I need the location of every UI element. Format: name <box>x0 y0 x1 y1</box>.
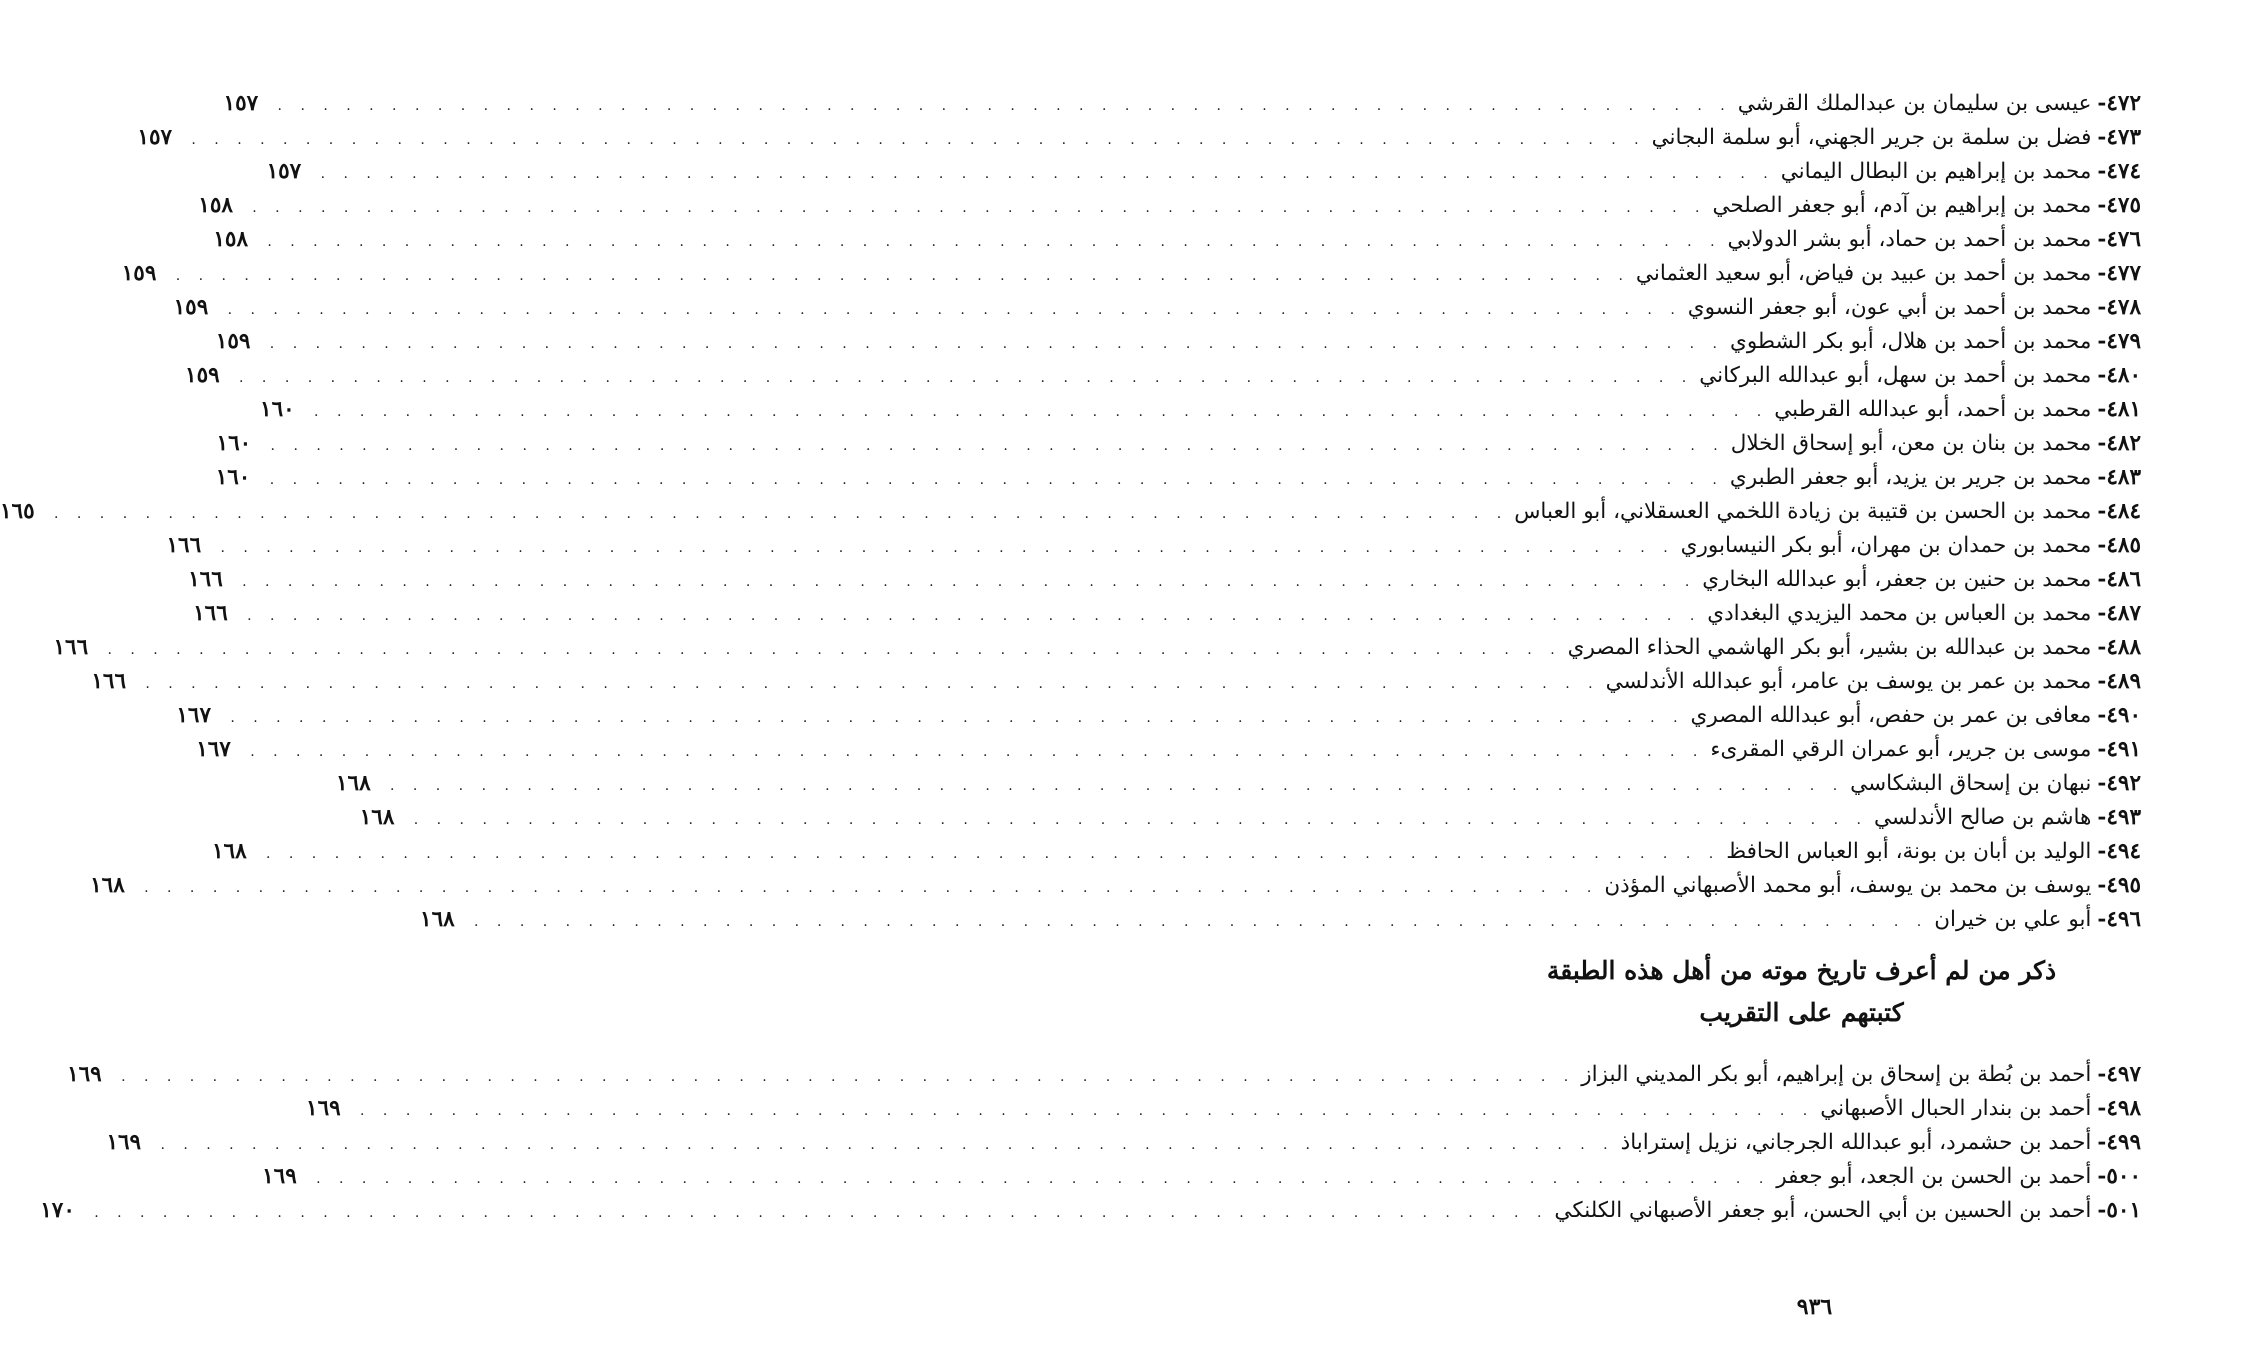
toc-row <box>215 461 2141 495</box>
entry-title: محمد بن العباس بن محمد اليزيدي البغدادي <box>1707 601 2092 626</box>
entry-title: محمد بن بنان بن معن، أبو إسحاق الخلال <box>1730 431 2092 456</box>
entry-title: فضل بن سلمة بن جرير الجهني، أبو سلمة البجاني <box>1651 125 2092 150</box>
entry-page-ref: ١٦٨ <box>90 873 125 898</box>
entry-title: أبو علي بن خيران <box>1934 907 2092 932</box>
entry-title: محمد بن أحمد بن حماد، أبو بشر الدولابي <box>1727 227 2092 252</box>
entry-page-ref: ١٦٠ <box>260 397 295 422</box>
dot-leader <box>250 735 1704 769</box>
dot-leader <box>474 905 1928 939</box>
entry-page-ref: ١٦٧ <box>196 737 231 762</box>
entry-page-ref: ١٦٩ <box>106 1130 142 1155</box>
entry-number: ٤٧٥- <box>2097 193 2141 218</box>
toc-row <box>213 223 2141 257</box>
entry-title: محمد بن عبدالله بن بشير، أبو بكر الهاشمي الحذاء المصري <box>1567 635 2092 660</box>
dot-leader <box>191 123 1645 157</box>
dot-leader <box>252 191 1706 225</box>
entry-title: محمد بن حنين بن جعفر، أبو عبدالله البخاري <box>1702 567 2092 592</box>
entry-title: أحمد بن الحسين بن أبي الحسن، أبو جعفر الأصبهاني الكلنكي <box>1554 1198 2092 1223</box>
entry-title: أحمد بن بُطة بن إسحاق بن إبراهيم، أبو بكر المديني البزاز <box>1581 1062 2092 1087</box>
entry-number: ٤٩٧- <box>2097 1062 2141 1087</box>
entry-number: ٤٩٨- <box>2097 1096 2141 1121</box>
toc-row <box>40 1194 2141 1228</box>
entry-title: محمد بن إبراهيم بن آدم، أبو جعفر الصلحي <box>1712 193 2092 218</box>
entry-page-ref: ١٦٩ <box>306 1096 341 1121</box>
dot-leader <box>242 565 1696 599</box>
toc-row <box>420 903 2141 937</box>
entry-number: ٤٧٩- <box>2097 329 2141 354</box>
toc-row <box>173 291 2141 325</box>
section-heading-line-2: كتبتهم على التقريب <box>1699 998 1904 1027</box>
entry-page-ref: ١٧٠ <box>40 1198 75 1223</box>
dot-leader <box>414 803 1868 837</box>
toc-row <box>0 495 2141 529</box>
dot-leader <box>267 225 1721 259</box>
toc-row <box>359 801 2141 835</box>
toc-row <box>188 563 2141 597</box>
toc-row <box>306 1092 2141 1126</box>
page-number: ٩٣٦ <box>1796 1294 1833 1320</box>
dot-leader <box>316 1162 1770 1196</box>
entry-title: محمد بن إبراهيم بن البطال اليماني <box>1780 159 2092 184</box>
toc-row <box>67 1058 2141 1092</box>
dot-leader <box>266 837 1720 871</box>
entry-number: ٤٨٢- <box>2097 431 2141 456</box>
dot-leader <box>278 89 1732 123</box>
entry-number: ٤٧٨- <box>2097 295 2141 320</box>
entry-page-ref: ١٥٧ <box>137 125 173 150</box>
entry-page-ref: ١٦٨ <box>359 805 395 830</box>
dot-leader <box>230 701 1684 735</box>
toc-row <box>215 325 2141 359</box>
toc-row <box>223 87 2141 121</box>
entry-page-ref: ١٦٠ <box>215 465 251 490</box>
dot-leader <box>144 871 1598 905</box>
dot-leader <box>145 667 1599 701</box>
entry-title: أحمد بن حشمرد، أبو عبدالله الجرجاني، نزيل إستراباذ <box>1620 1130 2092 1155</box>
toc-row <box>53 631 2141 665</box>
entry-title: محمد بن أحمد بن أبي عون، أبو جعفر النسوي <box>1687 295 2092 320</box>
entry-page-ref: ١٦٦ <box>188 567 223 592</box>
toc-row <box>106 1126 2141 1160</box>
entry-number: ٤٧٦- <box>2097 227 2141 252</box>
dot-leader <box>220 531 1674 565</box>
entry-title: هاشم بن صالح الأندلسي <box>1873 805 2092 830</box>
entry-number: ٤٨٩- <box>2097 669 2141 694</box>
entry-number: ٤٩٥- <box>2097 873 2141 898</box>
entry-number: ٤٨٧- <box>2097 601 2141 626</box>
toc-list-main <box>0 87 2141 937</box>
entry-page-ref: ١٦٨ <box>212 839 247 864</box>
toc-list-undated <box>40 1058 2141 1228</box>
entry-title: أحمد بن بندار الحبال الأصبهاني <box>1820 1096 2092 1121</box>
entry-number: ٤٨١- <box>2097 397 2141 422</box>
dot-leader <box>271 429 1725 463</box>
entry-title: محمد بن جرير بن يزيد، أبو جعفر الطبري <box>1729 465 2092 490</box>
entry-title: محمد بن عمر بن يوسف بن عامر، أبو عبدالله الأندلسي <box>1605 669 2092 694</box>
entry-number: ٤٩٤- <box>2097 839 2141 864</box>
toc-row <box>262 1160 2141 1194</box>
entry-title: محمد بن أحمد، أبو عبدالله القرطبي <box>1774 397 2092 422</box>
toc-row <box>196 733 2141 767</box>
toc-row <box>185 359 2141 393</box>
toc-row <box>335 767 2141 801</box>
entry-number: ٤٩٢- <box>2097 771 2141 796</box>
entry-page-ref: ١٦٦ <box>91 669 127 694</box>
entry-title: محمد بن حمدان بن مهران، أبو بكر النيسابوري <box>1680 533 2092 558</box>
entry-number: ٤٨٥- <box>2097 533 2141 558</box>
entry-title: الوليد بن أبان بن بونة، أبو العباس الحافظ <box>1726 839 2092 864</box>
entry-number: ٤٧٢- <box>2097 91 2141 116</box>
dot-leader <box>314 395 1768 429</box>
entry-title: محمد بن أحمد بن عبيد بن فياض، أبو سعيد العثماني <box>1635 261 2092 286</box>
entry-number: ٤٧٤- <box>2097 159 2141 184</box>
toc-row <box>91 665 2141 699</box>
entry-number: ٤٩١- <box>2097 737 2141 762</box>
toc-row <box>166 529 2141 563</box>
entry-title: يوسف بن محمد بن يوسف، أبو محمد الأصبهاني المؤذن <box>1604 873 2092 898</box>
toc-row <box>266 155 2141 189</box>
entry-page-ref: ١٥٧ <box>223 91 259 116</box>
entry-title: عيسى بن سليمان بن عبدالملك القرشي <box>1737 91 2092 116</box>
toc-row <box>212 835 2141 869</box>
dot-leader <box>270 463 1724 497</box>
toc-row <box>90 869 2141 903</box>
entry-page-ref: ١٦٦ <box>166 533 202 558</box>
entry-number: ٤٨٤- <box>2097 499 2141 524</box>
dot-leader <box>54 497 1508 531</box>
toc-row <box>137 121 2141 155</box>
entry-title: محمد بن أحمد بن سهل، أبو عبدالله البركاني <box>1699 363 2092 388</box>
entry-title: محمد بن أحمد بن هلال، أبو بكر الشطوي <box>1729 329 2092 354</box>
section-heading-line-1: ذكر من لم أعرف تاريخ موته من أهل هذه الطبقة <box>1546 956 2057 985</box>
entry-number: ٥٠١- <box>2097 1198 2141 1223</box>
entry-page-ref: ١٥٩ <box>215 329 251 354</box>
entry-number: ٤٨٨- <box>2097 635 2141 660</box>
dot-leader <box>270 327 1724 361</box>
entry-number: ٤٩٣- <box>2097 805 2141 830</box>
entry-page-ref: ١٦٥ <box>0 499 35 524</box>
dot-leader <box>360 1094 1814 1128</box>
entry-page-ref: ١٥٨ <box>213 227 248 252</box>
entry-page-ref: ١٦٨ <box>420 907 455 932</box>
entry-page-ref: ١٥٩ <box>173 295 209 320</box>
dot-leader <box>239 361 1693 395</box>
entry-page-ref: ١٦٩ <box>262 1164 297 1189</box>
entry-page-ref: ١٥٩ <box>121 261 157 286</box>
entry-number: ٤٧٣- <box>2097 125 2141 150</box>
entry-title: نبهان بن إسحاق البشكاسي <box>1850 771 2092 796</box>
entry-number: ٤٩٩- <box>2097 1130 2141 1155</box>
dot-leader <box>121 1060 1575 1094</box>
entry-page-ref: ١٥٩ <box>185 363 220 388</box>
dot-leader <box>176 259 1630 293</box>
toc-row <box>121 257 2141 291</box>
entry-page-ref: ١٦٠ <box>216 431 252 456</box>
dot-leader <box>321 157 1775 191</box>
entry-number: ٤٩٦- <box>2097 907 2141 932</box>
entry-page-ref: ١٦٦ <box>193 601 228 626</box>
entry-number: ٥٠٠- <box>2097 1164 2141 1189</box>
entry-title: موسى بن جرير، أبو عمران الرقي المقرىء <box>1710 737 2092 762</box>
entry-page-ref: ١٦٨ <box>335 771 371 796</box>
entry-number: ٤٨٣- <box>2097 465 2141 490</box>
toc-row <box>176 699 2141 733</box>
entry-title: محمد بن الحسن بن قتيبة بن زيادة اللخمي العسقلاني، أبو العباس <box>1514 499 2092 524</box>
entry-page-ref: ١٦٩ <box>67 1062 102 1087</box>
entry-title: أحمد بن الحسن بن الجعد، أبو جعفر <box>1776 1164 2092 1189</box>
toc-row <box>216 427 2141 461</box>
entry-page-ref: ١٥٧ <box>266 159 302 184</box>
entry-number: ٤٨٠- <box>2097 363 2141 388</box>
dot-leader <box>390 769 1844 803</box>
entry-title: معافى بن عمر بن حفص، أبو عبدالله المصري <box>1690 703 2092 728</box>
dot-leader <box>94 1196 1548 1230</box>
entry-page-ref: ١٦٧ <box>176 703 211 728</box>
toc-row <box>260 393 2141 427</box>
entry-number: ٤٩٠- <box>2097 703 2141 728</box>
dot-leader <box>107 633 1561 667</box>
entry-number: ٤٨٦- <box>2097 567 2141 592</box>
dot-leader <box>160 1128 1614 1162</box>
dot-leader <box>228 293 1682 327</box>
entry-page-ref: ١٦٦ <box>53 635 89 660</box>
section-heading <box>1375 950 2254 1034</box>
dot-leader <box>247 599 1701 633</box>
toc-row <box>198 189 2141 223</box>
entry-page-ref: ١٥٨ <box>198 193 233 218</box>
toc-row <box>193 597 2141 631</box>
entry-number: ٤٧٧- <box>2097 261 2141 286</box>
